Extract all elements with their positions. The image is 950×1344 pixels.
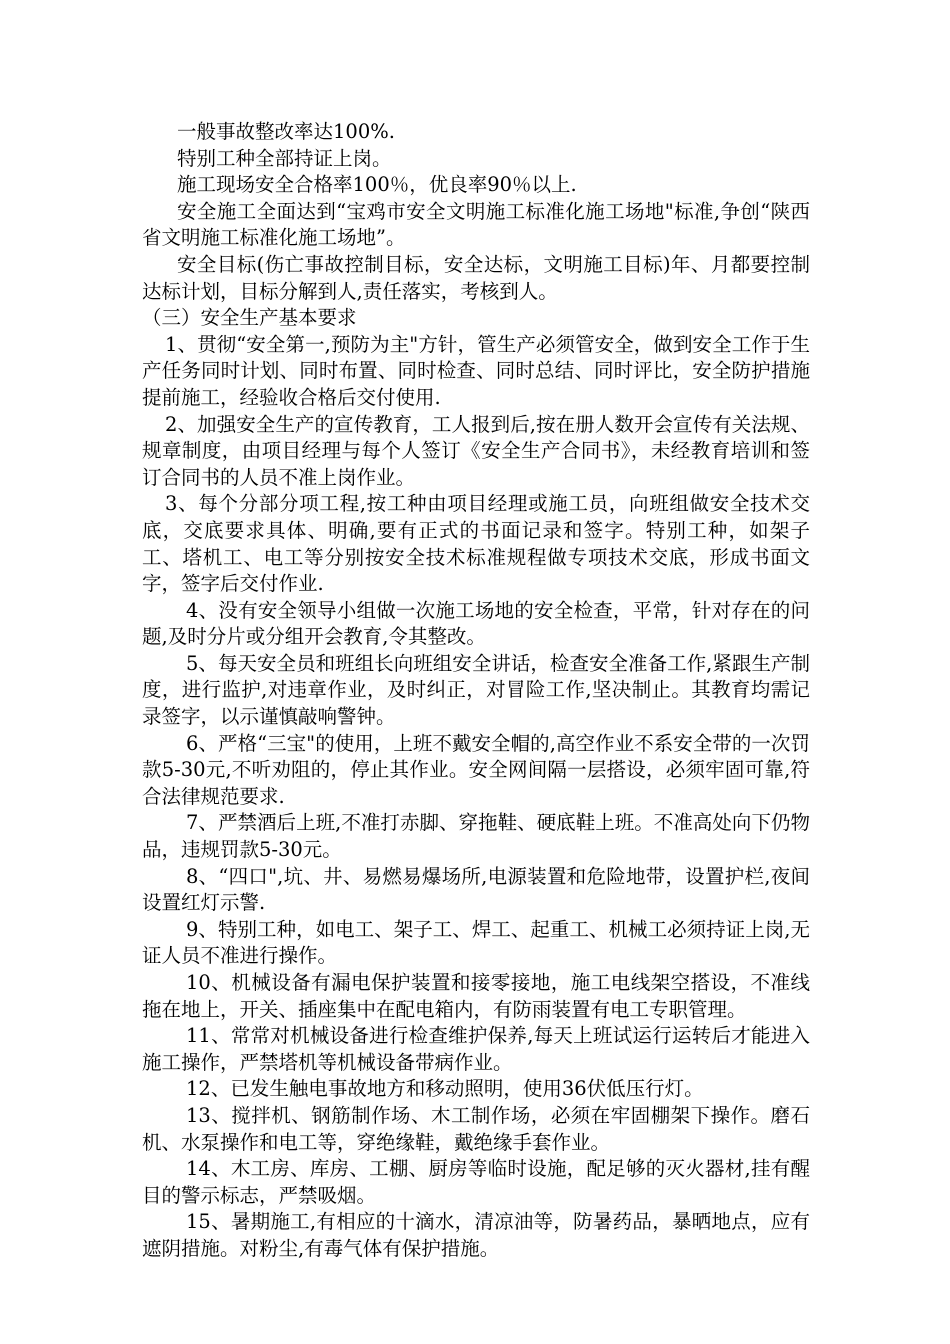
requirement-item-3: 3、每个分部分项工程,按工种由项目经理或施工员，向班组做安全技术交底，交底要求具体、明确,要有正式的书面记录和签字。特别工种，如架子工、塔机工、电工等分别按安全技术标准规程做专项技术交底，形成书面文字，签字后交付作业. xyxy=(142,492,810,596)
requirement-item-10: 10、机械设备有漏电保护装置和接零接地，施工电线架空搭设，不准线拖在地上，开关、插座集中在配电箱内，有防雨装置有电工专职管理。 xyxy=(142,971,810,1021)
requirement-item-13: 13、搅拌机、钢筋制作场、木工制作场，必须在牢固棚架下操作。磨石机、水泵操作和电工等，穿绝缘鞋，戴绝缘手套作业。 xyxy=(142,1103,810,1154)
requirement-item-6: 6、严格“三宝"的使用，上班不戴安全帽的,高空作业不系安全带的一次罚款5-30元,不听劝阻的，停止其作业。安全网间隔一层搭设，必须牢固可靠,符合法律规范要求. xyxy=(142,731,810,808)
paragraph-safety-targets: 安全目标(伤亡事故控制目标，安全达标，文明施工目标)年、月都要控制达标计划，目标分解到人,责任落实，考核到人。 xyxy=(142,252,810,303)
requirement-item-12: 12、已发生触电事故地方和移动照明，使用36伏低压行灯。 xyxy=(186,1077,704,1101)
requirement-item-11: 11、常常对机械设备进行检查维护保养,每天上班试运行运转后才能进入施工操作，严禁塔机等机械设备带病作业。 xyxy=(142,1024,810,1074)
paragraph-special-trades: 特别工种全部持证上岗。 xyxy=(177,146,392,170)
requirement-item-7: 7、严禁酒后上班,不准打赤脚、穿拖鞋、硬底鞋上班。不准高处向下仍物品，违规罚款5-30元。 xyxy=(142,811,810,862)
requirement-item-4: 4、没有安全领导小组做一次施工场地的安全检查，平常，针对存在的问题,及时分片或分组开会教育,令其整改。 xyxy=(142,598,810,649)
requirement-item-9: 9、特别工种，如电工、架子工、焊工、起重工、机械工必须持证上岗,无证人员不准进行操作。 xyxy=(142,917,810,968)
requirement-item-15: 15、暑期施工,有相应的十滴水，清凉油等，防暑药品，暴晒地点，应有遮阴措施。对粉尘,有毒气体有保护措施。 xyxy=(142,1210,810,1260)
paragraph-site-pass-rate: 施工现场安全合格率100％，优良率90％以上. xyxy=(177,173,577,197)
requirement-item-1: 1、贯彻“安全第一,预防为主"方针，管生产必须管安全，做到安全工作于生产任务同时计划、同时布置、同时检查、同时总结、同时评比，安全防护措施提前施工，经验收合格后交付使用. xyxy=(142,332,810,409)
requirement-item-14: 14、木工房、库房、工棚、厨房等临时设施，配足够的灭火器材,挂有醒目的警示标志，严禁吸烟。 xyxy=(142,1157,810,1207)
paragraph-safety-standard: 安全施工全面达到“宝鸡市安全文明施工标准化施工场地"标准,争创“陕西省文明施工标准化施工场地”。 xyxy=(142,199,810,250)
requirement-item-8: 8、“四口",坑、井、易燃易爆场所,电源装置和危险地带，设置护栏,夜间设置红灯示警. xyxy=(142,864,810,915)
paragraph-accident-rectification: 一般事故整改率达100%. xyxy=(177,120,395,143)
requirement-item-2: 2、加强安全生产的宣传教育，工人报到后,按在册人数开会宣传有关法规、规章制度，由项目经理与每个人签订《安全生产合同书》，未经教育培训和签订合同书的人员不准上岗作业。 xyxy=(142,412,810,489)
document-page xyxy=(142,119,810,1263)
section-heading-basic-requirements: （三）安全生产基本要求 xyxy=(142,306,357,330)
requirement-item-5: 5、每天安全员和班组长向班组安全讲话，检查安全准备工作,紧跟生产制度，进行监护,对违章作业，及时纠正，对冒险工作,坚决制止。其教育均需记录签字，以示谨慎敲响警钟。 xyxy=(142,651,810,729)
